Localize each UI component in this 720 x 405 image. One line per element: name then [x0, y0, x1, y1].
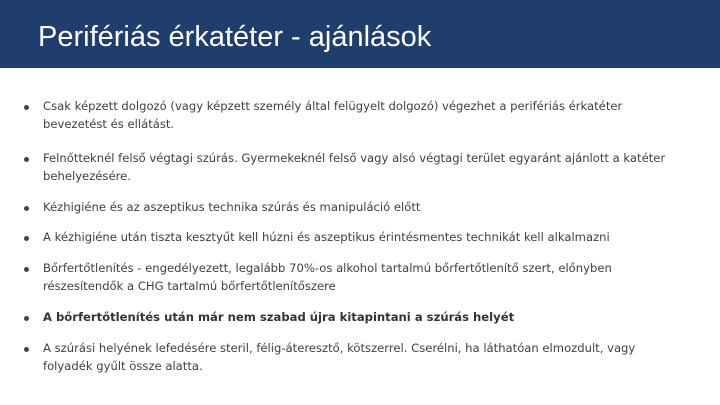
bullet-point-icon — [24, 316, 29, 321]
bullet-text: Csak képzett dolgozó (vagy képzett személy által felügyelt dolgozó) végezhet a perifériás érkatéter bevezetést és ellátást. — [43, 99, 623, 131]
bullet-point-icon — [24, 105, 29, 110]
bullet-point-icon — [24, 206, 29, 211]
bullet-text: A bőrfertőtlenítés után már nem szabad újra kitapintani a szúrás helyét — [43, 310, 515, 324]
bullet-point-icon — [24, 267, 29, 272]
bullet-text: A szúrási helyének lefedésére steril, félig-áteresztő, kötszerrel. Cserélni, ha láthatóan elmozdult, vagy folyadék gyűlt össze alatta. — [43, 341, 636, 373]
bullet-point-icon — [24, 347, 29, 352]
bullet-point-icon — [24, 157, 29, 162]
slide-title: Perifériás érkatéter - ajánlások — [38, 21, 432, 53]
bullet-text: A kézhigiéne után tiszta kesztyűt kell húzni és aszeptikus érintésmentes technikát kell alkalmazni — [43, 230, 610, 244]
bullet-point-icon — [24, 236, 29, 241]
bullet-text: Kézhigiéne és az aszeptikus technika szúrás és manipuláció előtt — [43, 200, 421, 214]
bullet-text: Bőrfertőtlenítés - engedélyezett, legalább 70%-os alkohol tartalmú bőrfertőtlenítő szert, előnyben részesítendők a CHG tartalmú bőrfertőtlenítőszere — [43, 261, 612, 293]
bullet-text: Felnőtteknél felső végtagi szúrás. Gyermekeknél felső vagy alsó végtagi terület egyaránt ajánlott a katéter behelyezésére. — [43, 151, 666, 183]
